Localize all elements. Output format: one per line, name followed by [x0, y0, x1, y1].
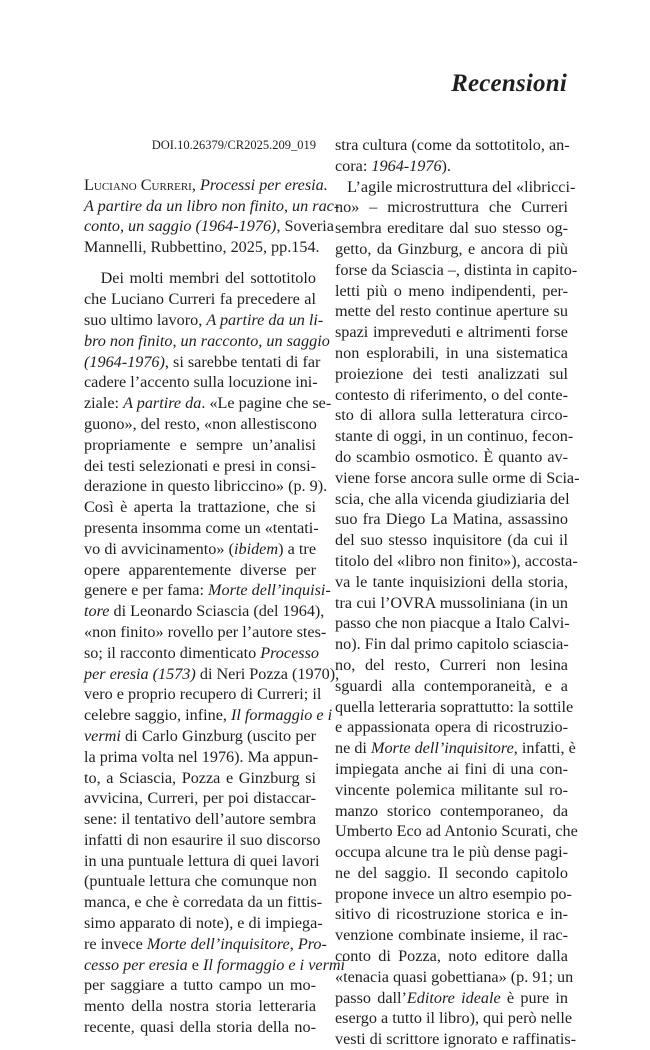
left-column	[84, 135, 346, 1038]
text-line: sitivo di ricostruzione storica e in-	[335, 905, 568, 924]
text-line: la prima volta nel 1976). Ma appun-	[84, 747, 319, 766]
text-line: so; il racconto dimenticato Processo	[84, 643, 319, 662]
text-line: cora: 1964-1976).	[335, 156, 451, 175]
text-line: no). Fin dal primo capitolo sciascia-	[335, 635, 569, 654]
text-line: to, a Sciascia, Pozza e Ginzburg si	[84, 768, 316, 787]
text-line: «tenacia quasi gobettiana» (p. 91; un	[335, 967, 574, 986]
text-line: (puntuale lettura che comunque non	[84, 872, 317, 891]
text-line: manca, e che è corredata da un fittis-	[84, 893, 323, 912]
text-line: tra cui l’OVRA mussoliniana (in un	[335, 593, 568, 612]
text-line: presenta insomma come un «tentati-	[84, 518, 319, 537]
text-line: ne di Morte dell’inquisitore, infatti, è	[335, 739, 576, 758]
text-line: quella letteraria soprattutto: la sottile	[335, 697, 574, 716]
text-line: sto di allora sulla letteratura circo-	[335, 406, 568, 425]
text-line: cadere l’accento sulla locuzione ini-	[84, 373, 318, 392]
text-line: passo che non piacque a Italo Calvi-	[335, 614, 570, 633]
text-line: sguardi alla contemporaneità, e a	[335, 676, 568, 695]
text-line: guono», del resto, «non allestiscono	[84, 414, 317, 433]
text-line: che Luciano Curreri fa precedere al	[84, 290, 316, 309]
citation	[84, 175, 340, 258]
text-line: e appassionata opera di ricostruzio-	[335, 718, 568, 737]
text-line: manzo storico contemporaneo, da	[335, 801, 568, 820]
text-line: ziale: A partire da. «Le pagine che se-	[84, 394, 332, 413]
text-line: cesso per eresia e Il formaggio e i vermi	[84, 955, 346, 974]
text-line: mento della nostra storia letteraria	[84, 997, 316, 1016]
text-line: vo di avvicinamento» (ibidem) a tre	[84, 539, 316, 558]
right-body-text	[335, 135, 580, 1050]
text-line: vincente polemica militante sul ro-	[335, 780, 568, 799]
text-line: no, del resto, Curreri non lesina	[335, 655, 568, 674]
text-line: (1964-1976), si sarebbe tentati di far	[84, 352, 321, 371]
text-line: per eresia (1573) di Neri Pozza (1970),	[84, 664, 340, 683]
text-line: Luciano Curreri, Processi per eresia.	[84, 175, 328, 194]
text-line: forse da Sciascia –, distinta in capito-	[335, 260, 578, 279]
text-line: suo ultimo lavoro, A partire da un li-	[84, 310, 324, 329]
text-line: in una puntuale lettura di quei lavori	[84, 851, 320, 870]
text-line: «non finito» rovello per l’autore stes-	[84, 622, 327, 641]
text-line: passo dall’Editore ideale è pure in	[335, 988, 568, 1007]
text-line: suo fra Diego La Matina, assassino	[335, 510, 568, 529]
text-line: sene: il tentativo dell’autore sembra	[84, 810, 316, 829]
text-line: letti più o meno indipendenti, per-	[335, 281, 568, 300]
text-line: L’agile microstruttura del «libricci-	[335, 177, 576, 196]
text-line: stante di oggi, in un continuo, fecon-	[335, 427, 574, 446]
text-line: tore di Leonardo Sciascia (del 1964),	[84, 602, 325, 621]
text-line: dei testi selezionati e presi in consi-	[84, 456, 316, 475]
text-line: vesti di scrittore ignorato e raffinatis-	[335, 1030, 577, 1049]
section-header: Recensioni	[451, 70, 567, 97]
text-line: vermi di Carlo Ginzburg (uscito per	[84, 726, 316, 745]
text-line: conto, un saggio (1964-1976), Soveria	[84, 217, 334, 236]
text-line: genere e per fama: Morte dell’inquisi-	[84, 581, 331, 600]
text-line: conto di Pozza, noto editore dalla	[335, 947, 568, 966]
text-line: titolo del «libro non finito»), accosta-	[335, 551, 578, 570]
text-line: Umberto Eco ad Antonio Scurati, che	[335, 822, 578, 841]
text-line: re invece Morte dell’inquisitore, Pro-	[84, 934, 327, 953]
left-body-text	[84, 268, 346, 1037]
text-line: esergo a tutto il libro), qui però nelle	[335, 1009, 573, 1028]
text-line: Dei molti membri del sottotitolo	[84, 269, 316, 288]
text-line: ne del saggio. Il secondo capitolo	[335, 863, 568, 882]
text-line: propone invece un altro esempio po-	[335, 884, 572, 903]
text-line: venzione combinate insieme, il rac-	[335, 926, 568, 945]
text-line: occupa alcune tra le più dense pagi-	[335, 843, 568, 862]
text-line: Così è aperta la trattazione, che si	[84, 498, 316, 517]
text-line: proiezione dei testi analizzati sul	[335, 364, 568, 383]
text-line: opere apparentemente diverse per	[84, 560, 316, 579]
text-line: viene forse ancora sulle orme di Scia-	[335, 468, 580, 487]
text-line: derazione in questo libriccino» (p. 9).	[84, 477, 328, 496]
text-line: del suo stesso inquisitore (da cui il	[335, 531, 568, 550]
text-line: scia, che alla vicenda giudiziaria del	[335, 489, 570, 508]
text-line: no» – microstruttura che Curreri	[335, 198, 568, 217]
text-line: Mannelli, Rubbettino, 2025, pp.154.	[84, 238, 320, 257]
text-line: recente, quasi della storia della no-	[84, 1018, 316, 1037]
text-line: simo apparato di note), e di impiega-	[84, 914, 323, 933]
text-line: non esplorabili, in una sistematica	[335, 343, 568, 362]
doi-reference: DOI.10.26379/CR2025.209_019	[151, 138, 316, 152]
text-line: impiegata anche ai fini di una con-	[335, 759, 568, 778]
text-line: sembra ereditare dal suo stesso og-	[335, 219, 568, 238]
text-line: bro non finito, un racconto, un saggio	[84, 331, 330, 350]
text-line: getto, da Ginzburg, e ancora di più	[335, 239, 568, 258]
text-line: do scambio osmotico. È quanto av-	[335, 447, 568, 466]
text-line: vero e proprio recupero di Curreri; il	[84, 685, 322, 704]
text-line: spazi impreveduti e altrimenti forse	[335, 323, 568, 342]
text-line: celebre saggio, infine, Il formaggio e i	[84, 706, 333, 725]
text-line: stra cultura (come da sottotitolo, an-	[335, 136, 570, 154]
text-line: mette del resto continue aperture su	[335, 302, 568, 321]
text-line: propriamente e sempre un’analisi	[84, 435, 316, 454]
text-line: contesto di riferimento, o del conte-	[335, 385, 568, 404]
text-line: avvicina, Curreri, per poi distaccar-	[84, 789, 316, 808]
text-line: infatti di non esaurire il suo discorso	[84, 830, 321, 849]
text-line: A partire da un libro non finito, un rac-	[84, 196, 340, 215]
text-line: va le tante inquisizioni della storia,	[335, 572, 568, 591]
text-line: per saggiare a tutto campo un mo-	[84, 976, 316, 995]
right-column	[335, 135, 580, 1050]
